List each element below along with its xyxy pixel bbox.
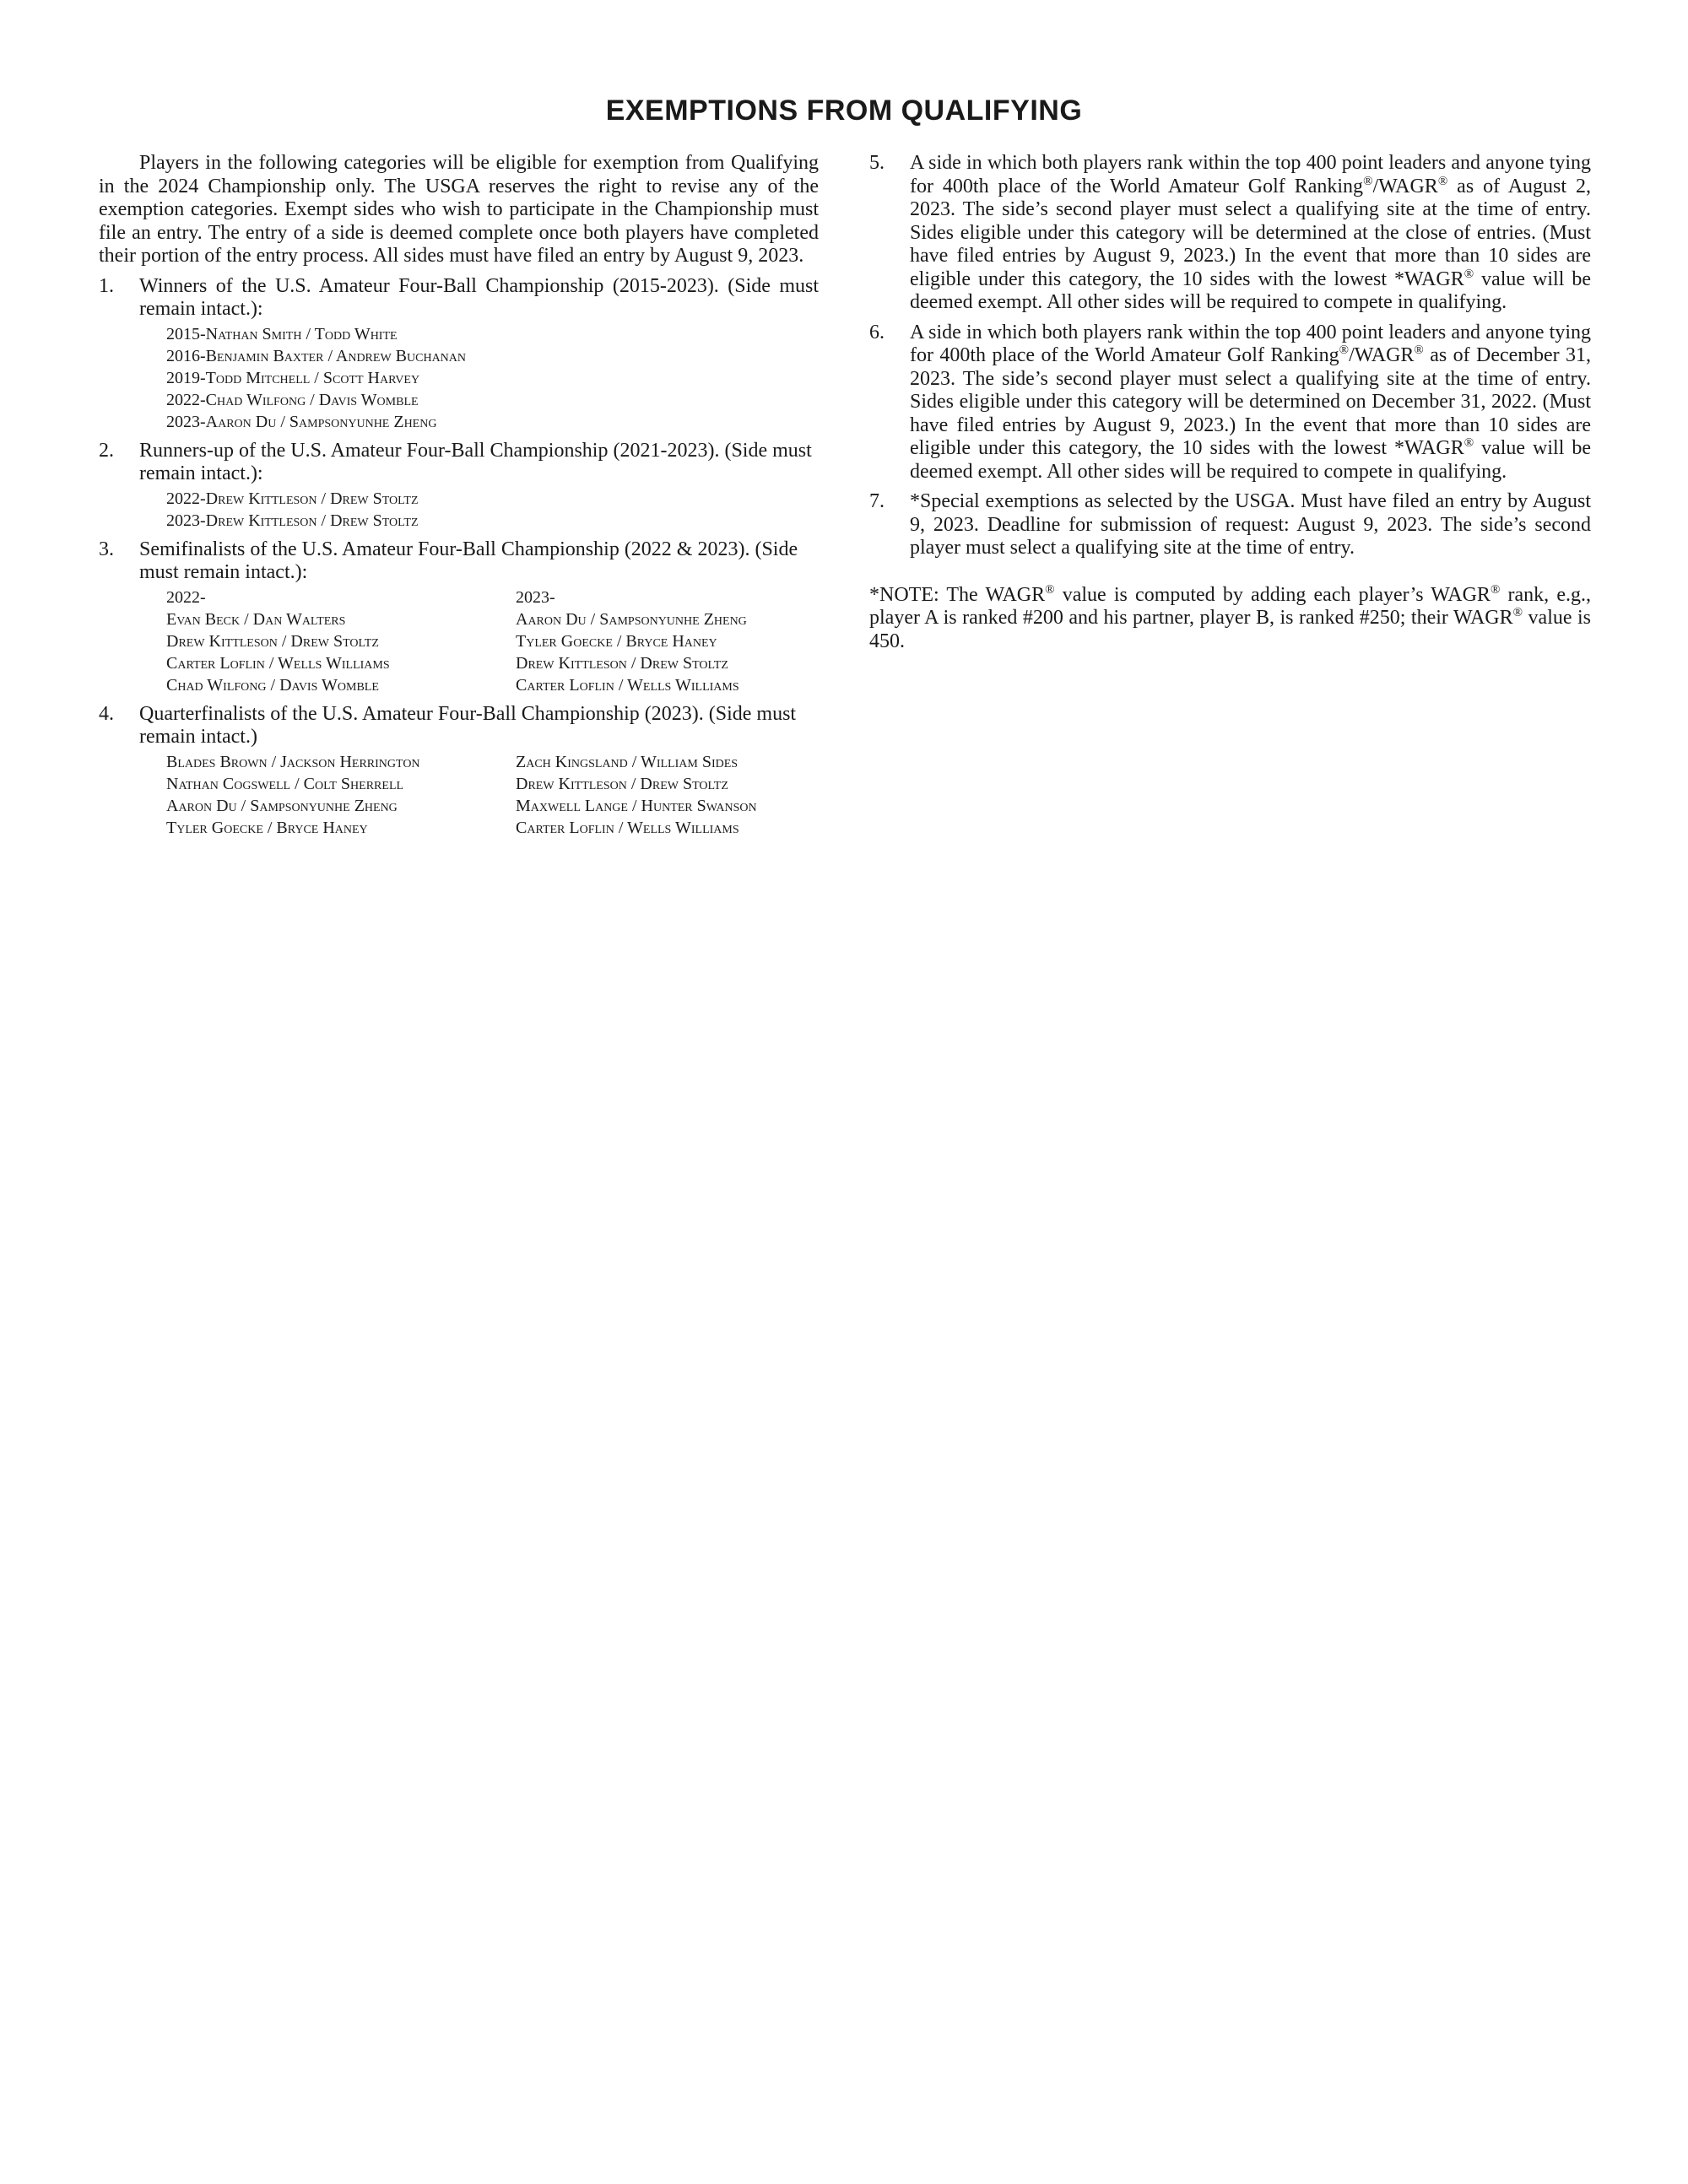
winners-list — [139, 323, 819, 433]
item-text: Quarterfinalists of the U.S. Amateur Four-Ball Championship (2023). (Side must remain intact.) — [139, 702, 797, 748]
list-item: 2022-Chad Wilfong / Davis Womble — [166, 390, 419, 409]
list-item: Drew Kittleson / Drew Stoltz — [166, 631, 379, 651]
exemption-item-1 — [99, 275, 819, 433]
registered-mark: ® — [1414, 343, 1424, 357]
left-column — [99, 152, 819, 839]
item-text: *Special exemptions as selected by the USGA. Must have filed an entry by August 9, 2023. Deadline for submission of request: August 9, 2023. The side’s second player must select a qualifying site at the time of entry. — [910, 490, 1591, 559]
text-segment: /WAGR — [1372, 175, 1438, 197]
quarterfinalists-grid — [139, 751, 819, 839]
exemption-item-6 — [869, 322, 1591, 484]
text-segment: value will be deemed exempt. All other sides will be required to compete in qualifying. — [910, 437, 1591, 483]
registered-mark: ® — [1437, 174, 1448, 188]
exemption-item-4 — [99, 703, 819, 839]
item-text: Semifinalists of the U.S. Amateur Four-Ball Championship (2022 & 2023). (Side must remain intact.): — [139, 538, 798, 583]
exemption-item-3 — [99, 538, 819, 696]
list-item: Aaron Du / Sampsonyunhe Zheng — [516, 609, 747, 629]
text-segment: as of December 31, 2023. The side’s second player must select a qualifying site at the time of entry. Sides eligible under this category will be determined on December 31, 2022. (Must have filed entries by August 9, 2023.) In the event that more than 10 sides are eligible under this category, the 10 sides with the lowest *WAGR — [910, 344, 1591, 459]
list-item: Tyler Goecke / Bryce Haney — [516, 631, 717, 651]
list-item: Nathan Cogswell / Colt Sherrell — [166, 774, 404, 793]
list-item: 2016-Benjamin Baxter / Andrew Buchanan — [166, 346, 467, 365]
list-item: 2023- — [516, 587, 555, 607]
list-item: Maxwell Lange / Hunter Swanson — [516, 796, 757, 815]
list-item: Zach Kingsland / William Sides — [516, 752, 738, 771]
runners-up-list — [139, 488, 819, 532]
page-title: EXEMPTIONS FROM QUALIFYING — [605, 95, 1083, 127]
registered-mark: ® — [1363, 174, 1373, 188]
text-segment: *NOTE: The WAGR — [869, 583, 1046, 606]
list-item: 2023-Aaron Du / Sampsonyunhe Zheng — [166, 412, 437, 431]
list-item: 2022- — [166, 587, 206, 607]
registered-mark: ® — [1045, 582, 1055, 597]
list-item: Carter Loflin / Wells Williams — [166, 653, 390, 673]
item-number: 4. — [99, 702, 114, 725]
item-text — [910, 152, 1591, 315]
item-number: 3. — [99, 538, 114, 560]
registered-mark: ® — [1463, 436, 1474, 450]
item-number: 2. — [99, 439, 114, 462]
right-column — [869, 152, 1591, 653]
registered-mark: ® — [1339, 343, 1350, 357]
text-segment: as of August 2, 2023. The side’s second player must select a qualifying site at the time of entry. Sides eligible under this category will be determined at the close of entries. (Must have filed entries by August 9, 2023.) In the event that more than 10 sides are eligible under this category, the 10 sides with the lowest *WAGR — [910, 175, 1591, 290]
wagr-note — [869, 584, 1591, 654]
list-item: Chad Wilfong / Davis Womble — [166, 675, 379, 695]
text-segment: rank, e.g., player A is ranked #200 and his partner, player B, is ranked #250; their WAGR — [869, 583, 1592, 629]
text-segment: value is computed by adding each player’s WAGR — [1054, 583, 1491, 606]
item-number: 7. — [869, 490, 885, 512]
list-item: 2015-Nathan Smith / Todd White — [166, 324, 398, 343]
list-item: Tyler Goecke / Bryce Haney — [166, 818, 368, 837]
list-item: Blades Brown / Jackson Herrington — [166, 752, 420, 771]
registered-mark: ® — [1463, 267, 1474, 281]
list-item: Drew Kittleson / Drew Stoltz — [516, 653, 728, 673]
list-item: Carter Loflin / Wells Williams — [516, 818, 739, 837]
text-segment: value will be deemed exempt. All other sides will be required to compete in qualifying. — [910, 268, 1591, 313]
item-text: Winners of the U.S. Amateur Four-Ball Championship (2015-2023). (Side must remain intact.): — [139, 274, 819, 320]
item-text: Runners-up of the U.S. Amateur Four-Ball Championship (2021-2023). (Side must remain intact.): — [139, 439, 812, 484]
exemption-item-5 — [869, 152, 1591, 315]
list-item: Carter Loflin / Wells Williams — [516, 675, 739, 695]
text-segment: A side in which both players rank within the top 400 point leaders and anyone tying for 400th place of the World Amateur Golf Ranking — [910, 152, 1591, 197]
text-segment: value is 450. — [869, 607, 1592, 652]
list-item: Evan Beck / Dan Walters — [166, 609, 346, 629]
text-segment: /WAGR — [1349, 344, 1415, 366]
list-item: Aaron Du / Sampsonyunhe Zheng — [166, 796, 398, 815]
item-text — [910, 322, 1591, 484]
list-item: 2019-Todd Mitchell / Scott Harvey — [166, 368, 420, 387]
item-number: 1. — [99, 274, 114, 297]
item-number: 6. — [869, 321, 885, 343]
text-segment: A side in which both players rank within the top 400 point leaders and anyone tying for 400th place of the World Amateur Golf Ranking — [910, 321, 1591, 366]
list-item: Drew Kittleson / Drew Stoltz — [516, 774, 728, 793]
semifinalists-grid — [139, 587, 819, 696]
intro-paragraph: Players in the following categories will be eligible for exemption from Qualifying in the 2024 Championship only. The USGA reserves the right to revise any of the exemption categories. Exempt sides who wish to participate in the Championship must file an entry. The entry of a side is deemed complete once both players have completed their portion of the entry process. All sides must have filed an entry by August 9, 2023. — [99, 152, 819, 267]
registered-mark: ® — [1490, 582, 1501, 597]
exemption-item-7 — [869, 490, 1591, 560]
list-item: 2022-Drew Kittleson / Drew Stoltz — [166, 489, 419, 508]
exemption-item-2 — [99, 440, 819, 532]
registered-mark: ® — [1512, 606, 1523, 619]
item-number: 5. — [869, 152, 885, 174]
list-item: 2023-Drew Kittleson / Drew Stoltz — [166, 511, 419, 530]
